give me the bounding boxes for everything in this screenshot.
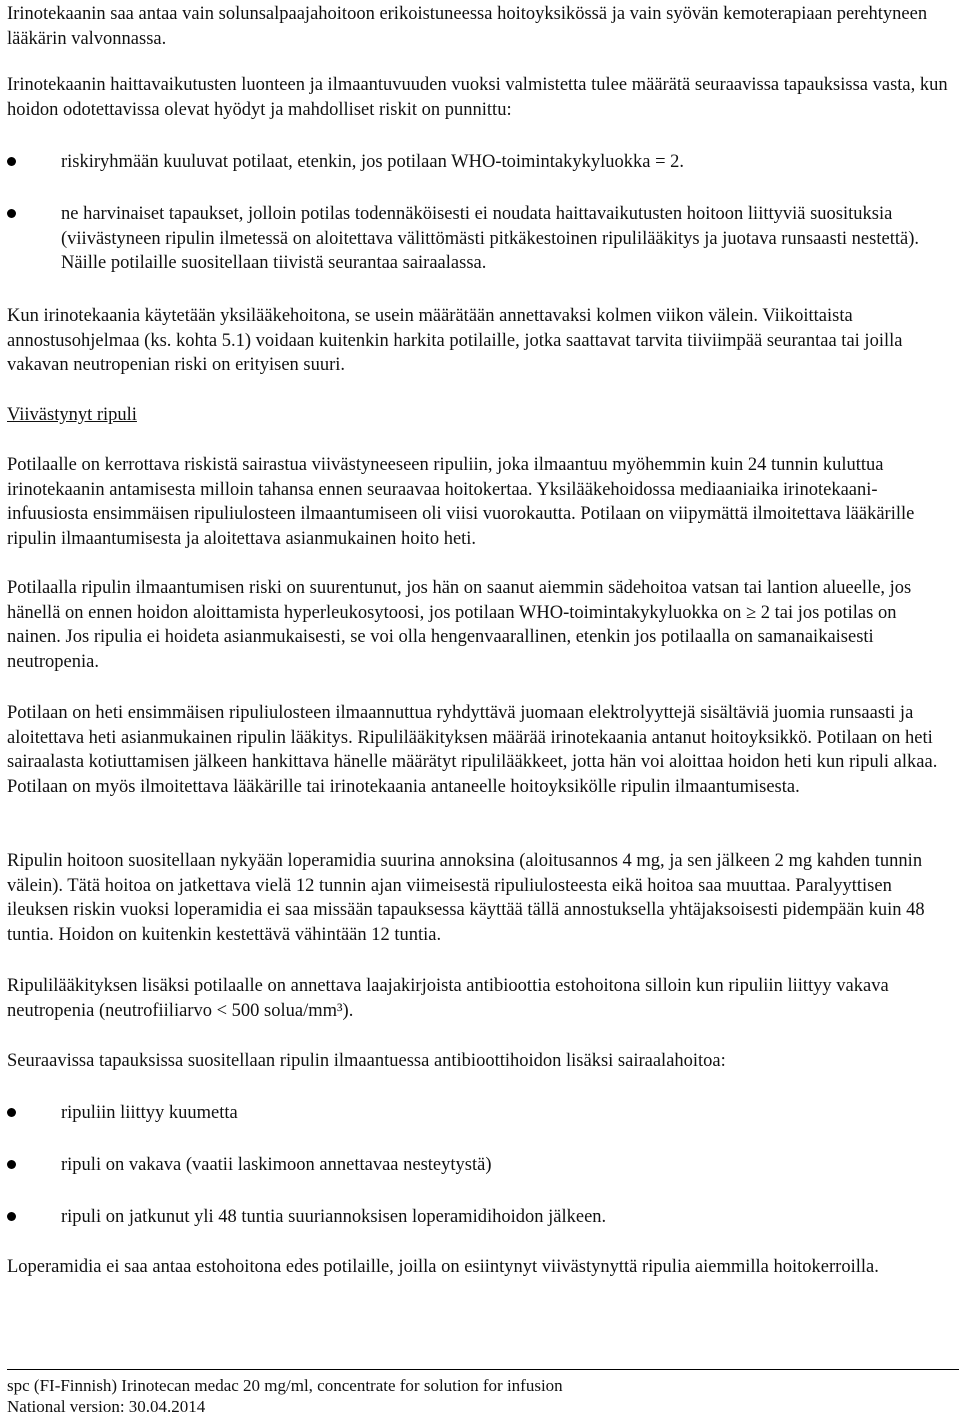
diarrhea-paragraph-3: Potilaan on heti ensimmäisen ripuliulosteen ilmaannuttua ryhdyttävä juomaan elektrolyyttejä sisältäviä juomia runsaasti ja aloitettava heti asianmukainen ripulin lääkitys. Ripulilääkityksen määrää irinotekaania antanut hoitoyksikkö. Potilaan on heti sairaalasta kotiuttamisen jälkeen hankittava hänelle määrätyt ripulilääkkeet, jotta hän voi aloittaa hoidon heti kun ripuli alkaa. Potilaan on myös ilmoitettava lääkärille tai irinotekaania antaneelle hoitoyksikölle ripulin ilmaantumisesta. — [7, 703, 938, 797]
hospital-bullet-text: ripuliin liittyy kuumetta — [61, 1103, 238, 1123]
greater-equal-symbol: ≥ — [746, 602, 757, 623]
dosing-paragraph: Kun irinotekaania käytetään yksilääkehoitona, se usein määrätään annettavaksi kolmen viikon välein. Viikoittaista annostusohjelmaa (ks. kohta 5.1) voidaan kuitenkin harkita potilaille, jotka saattavat tarvita tiiviimpää seurantaa tai joilla vakavan neutropenian riski on erityisen suuri. — [7, 306, 903, 376]
intro-paragraph-2: Irinotekaanin haittavaikutusten luonteen ja ilmaantuvuuden vuoksi valmistetta tulee määrätä seuraavissa tapauksissa vasta, kun hoidon odotettavissa olevat hyödyt ja mahdolliset riskit on punnittu: — [7, 75, 948, 120]
diarrhea-paragraph-6: Seuraavissa tapauksissa suositellaan ripulin ilmaantuessa antibioottihoidon lisäksi sairaalahoitoa: — [7, 1051, 726, 1071]
section-heading-delayed-diarrhea: Viivästynyt ripuli — [7, 405, 137, 425]
diarrhea-p2-text-a: Potilaalla ripulin ilmaantumisen riski on suurentunut, jos hän on saanut aiemmin sädehoitoa vatsan tai lantion alueelle, jos hänellä on ennen hoidon aloittamista hyperleukosytoosi, jos potilaan WHO-toimintakykyluokka on — [7, 578, 912, 623]
footer-divider — [7, 1369, 959, 1370]
diarrhea-paragraph-4: Ripulin hoitoon suositellaan nykyään loperamidia suurina annoksina (aloitusannos 4 mg, ja sen jälkeen 2 mg kahden tunnin välein). Tätä hoitoa on jatkettava vielä 12 tunnin ajan viimeisestä ripuliulosteesta eikä hoitoa saa muuttaa. Paralyyttisen ileuksen riskin vuoksi loperamidia ei saa missään tapauksessa käyttää tällä annostuksella yhtäjaksoisesti pidempään kuin 48 tuntia. Hoidon on kuitenkin kestettävä vähintään 12 tuntia. — [7, 851, 925, 945]
hospital-bullet-text: ripuli on vakava (vaatii laskimoon annettavaa nesteytystä) — [61, 1155, 492, 1175]
diarrhea-paragraph-7: Loperamidia ei saa antaa estohoitona edes potilaille, joilla on esiintynyt viivästynyttä ripulia aiemmilla hoitokerroilla. — [7, 1257, 879, 1277]
diarrhea-paragraph-2 — [7, 576, 953, 674]
bullet-dot-icon — [7, 209, 16, 218]
hospital-bullet-text: ripuli on jatkunut yli 48 tuntia suuriannoksisen loperamidihoidon jälkeen. — [61, 1207, 607, 1227]
bullet-dot-icon — [7, 1160, 16, 1169]
footer-version-line: National version: 30.04.2014 — [7, 1397, 206, 1416]
risk-bullet-text: ne harvinaiset tapaukset, jolloin potilas todennäköisesti ei noudata haittavaikutusten hoitoon liittyviä suosituksia (viivästyneen ripulin ilmetessä on aloitettava välittömästi pitkäkestoinen ripulilääkitys ja juotava runsaasti nestettä). Näille potilaille suositellaan tiivistä seurantaa sairaalassa. — [61, 204, 919, 274]
intro-paragraph-1: Irinotekaanin saa antaa vain solunsalpaajahoitoon erikoistuneessa hoitoyksikössä ja vain syövän kemoterapiaan perehtyneen lääkärin valvonnassa. — [7, 4, 928, 49]
bullet-dot-icon — [7, 1108, 16, 1117]
diarrhea-paragraph-1: Potilaalle on kerrottava riskistä sairastua viivästyneeseen ripuliin, joka ilmaantuu myöhemmin kuin 24 tunnin kuluttua irinotekaanin antamisesta milloin tahansa ennen seuraavaa hoitokertaa. Yksilääkehoidossa mediaaniaika irinotekaani-infuusiosta ensimmäisen ripuliulosteen ilmaantumiseen oli viisi vuorokautta. Potilaan on viipymättä ilmoitettava lääkärille ripulin ilmaantumisesta ja aloitettava asianmukainen hoito heti. — [7, 455, 915, 549]
diarrhea-p2-text-b: 2 tai jos potilas on nainen. Jos ripulia ei hoideta asianmukaisesti, se voi olla hengenvaarallinen, etenkin jos potilaalla on samanaikaisesti neutropenia. — [7, 602, 897, 672]
diarrhea-paragraph-5: Ripulilääkityksen lisäksi potilaalle on annettava laajakirjoista antibioottia estohoitona silloin kun ripuliin liittyy vakava neutropenia (neutrofiiliarvo < 500 solua/mm³). — [7, 976, 889, 1021]
bullet-dot-icon — [7, 1212, 16, 1221]
footer-product-line: spc (FI-Finnish) Irinotecan medac 20 mg/ml, concentrate for solution for infusion — [7, 1376, 563, 1395]
bullet-dot-icon — [7, 157, 16, 166]
risk-bullet-text: riskiryhmään kuuluvat potilaat, etenkin, jos potilaan WHO-toimintakykyluokka = 2. — [61, 152, 685, 172]
